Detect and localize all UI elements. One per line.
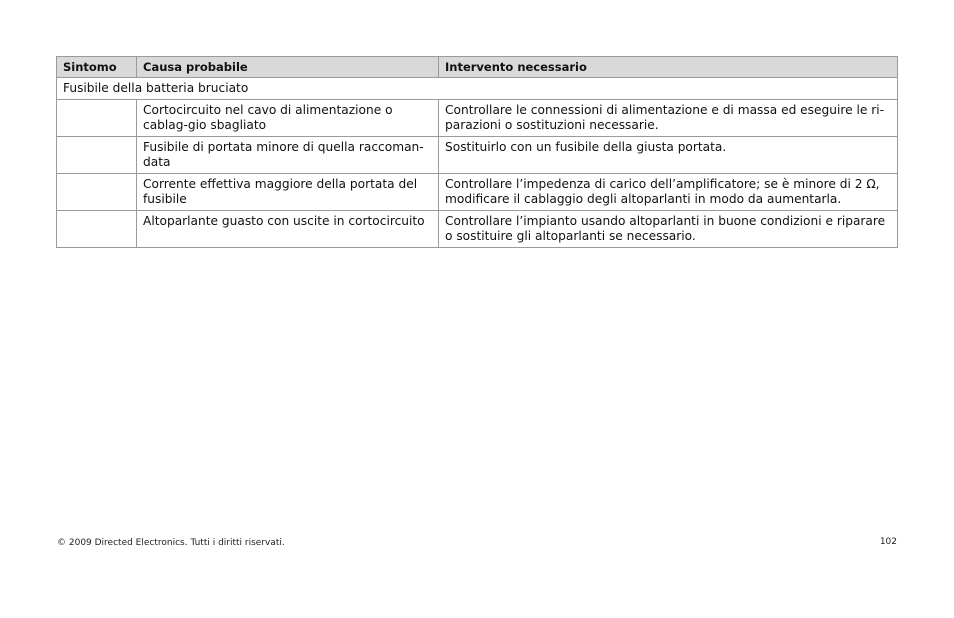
symptom-cell	[57, 211, 137, 248]
action-cell: Sostituirlo con un fusibile della giusta portata.	[439, 137, 898, 174]
troubleshooting-table	[56, 56, 898, 248]
copyright-text: © 2009 Directed Electronics. Tutti i diritti riservati.	[57, 538, 285, 548]
cause-cell: Cortocircuito nel cavo di alimentazione o cablag-gio sbagliato	[137, 100, 439, 137]
page-number: 102	[879, 537, 897, 547]
cause-cell: Altoparlante guasto con uscite in cortocircuito	[137, 211, 439, 248]
table-row	[57, 174, 898, 211]
action-cell: Controllare l’impianto usando altoparlanti in buone condizioni e riparare o sostituire gli altoparlanti se necessario.	[439, 211, 898, 248]
header-sintomo: Sintomo	[57, 57, 137, 78]
table-group-row	[57, 78, 898, 100]
symptom-cell	[57, 174, 137, 211]
table-row	[57, 211, 898, 248]
table-row	[57, 100, 898, 137]
header-intervento-necessario: Intervento necessario	[439, 57, 898, 78]
symptom-cell	[57, 137, 137, 174]
table-header-row	[57, 57, 898, 78]
table-row	[57, 137, 898, 174]
header-causa-probabile: Causa probabile	[137, 57, 439, 78]
action-cell: Controllare l’impedenza di carico dell’amplificatore; se è minore di 2 Ω, modificare il cablaggio degli altoparlanti in modo da aumentarla.	[439, 174, 898, 211]
symptom-cell	[57, 100, 137, 137]
group-label: Fusibile della batteria bruciato	[57, 78, 898, 100]
action-cell: Controllare le connessioni di alimentazione e di massa ed eseguire le ri-parazioni o sostituzioni necessarie.	[439, 100, 898, 137]
cause-cell: Fusibile di portata minore di quella raccoman-data	[137, 137, 439, 174]
cause-cell: Corrente effettiva maggiore della portata del fusibile	[137, 174, 439, 211]
